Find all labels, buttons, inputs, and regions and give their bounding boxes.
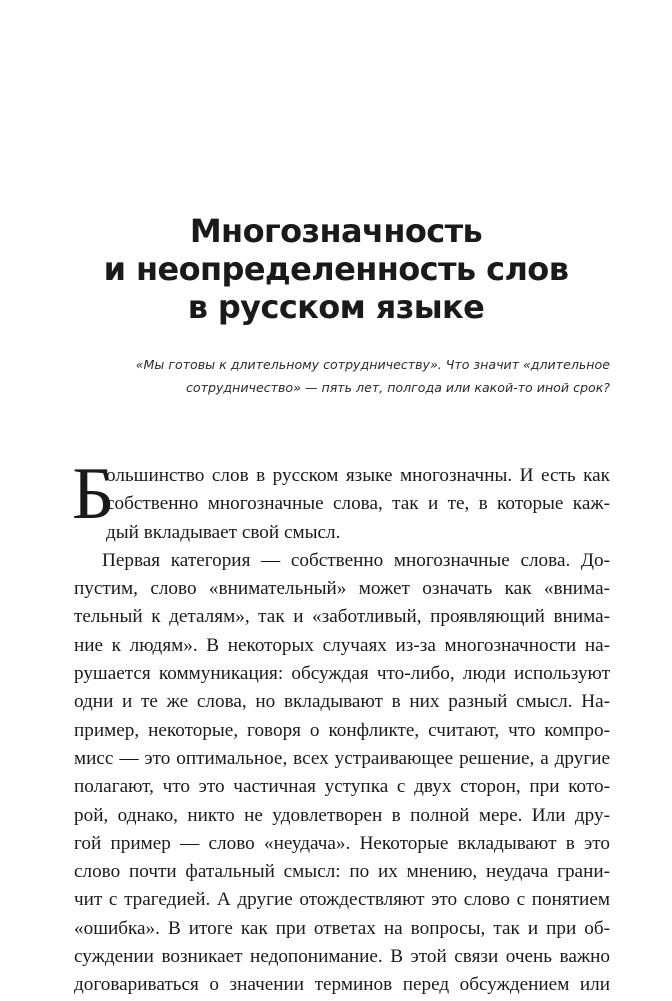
body-line: тельный к деталям», так и «заботливый, проявляющий внима-	[74, 606, 610, 628]
body-line: одни и те же слова, но вкладывают в них разный смысл. На-	[74, 691, 610, 713]
body-line: собственно многозначные слова, так и те, в которые каж-	[106, 493, 610, 515]
body-text	[72, 453, 610, 1000]
body-line: мисс — это оптимальное, всех устраивающее решение, а другие	[74, 747, 610, 769]
body-line: пустим, слово «внимательный» может означать как «внима-	[74, 578, 610, 600]
body-line: полагают, что это частичная уступка с двух сторон, при кото-	[74, 776, 610, 798]
body-line: суждении возникает недопонимание. В этой связи очень важно	[74, 946, 610, 968]
chapter-title-line: в русском языке	[187, 288, 485, 326]
body-line: пример, некоторые, говоря о конфликте, считают, что компро-	[74, 719, 610, 741]
body-line: Первая категория — собственно многозначные слова. До-	[102, 549, 610, 571]
body-line: ние к людям». В некоторых случаях из-за многозначности на-	[74, 634, 610, 656]
body-line: чит с трагедией. А другие отождествляют это слово с понятием	[74, 889, 610, 911]
drop-cap: Б	[72, 453, 115, 535]
chapter-title	[0, 212, 672, 326]
body-line: договариваться о значении терминов перед обсуждением или	[74, 974, 610, 996]
body-line: ольшинство слов в русском языке многозначны. И есть как	[106, 465, 610, 486]
epigraph-line: «Мы готовы к длительному сотрудничеству». Что значит «длительное	[135, 357, 610, 372]
body-line: рушается коммуникация: обсуждая что-либо, люди используют	[74, 663, 610, 685]
body-line: слово почти фатальный смысл: по их мнению, неудача грани-	[74, 861, 610, 883]
body-line: гой пример — слово «неудача». Некоторые вкладывают в это	[74, 832, 610, 854]
epigraph-line: сотрудничество» — пять лет, полгода или какой-то иной срок?	[186, 380, 610, 395]
chapter-title-line: Многозначность	[189, 212, 483, 250]
body-line: дый вкладывает свой смысл.	[106, 521, 341, 543]
epigraph	[60, 353, 610, 399]
body-line: рой, однако, никто не удовлетворен в полной мере. Или дру-	[74, 804, 610, 826]
chapter-title-line: и неопределенность слов	[103, 250, 569, 288]
body-line: «ошибка». В итоге как при ответах на вопросы, так и при об-	[74, 917, 610, 939]
